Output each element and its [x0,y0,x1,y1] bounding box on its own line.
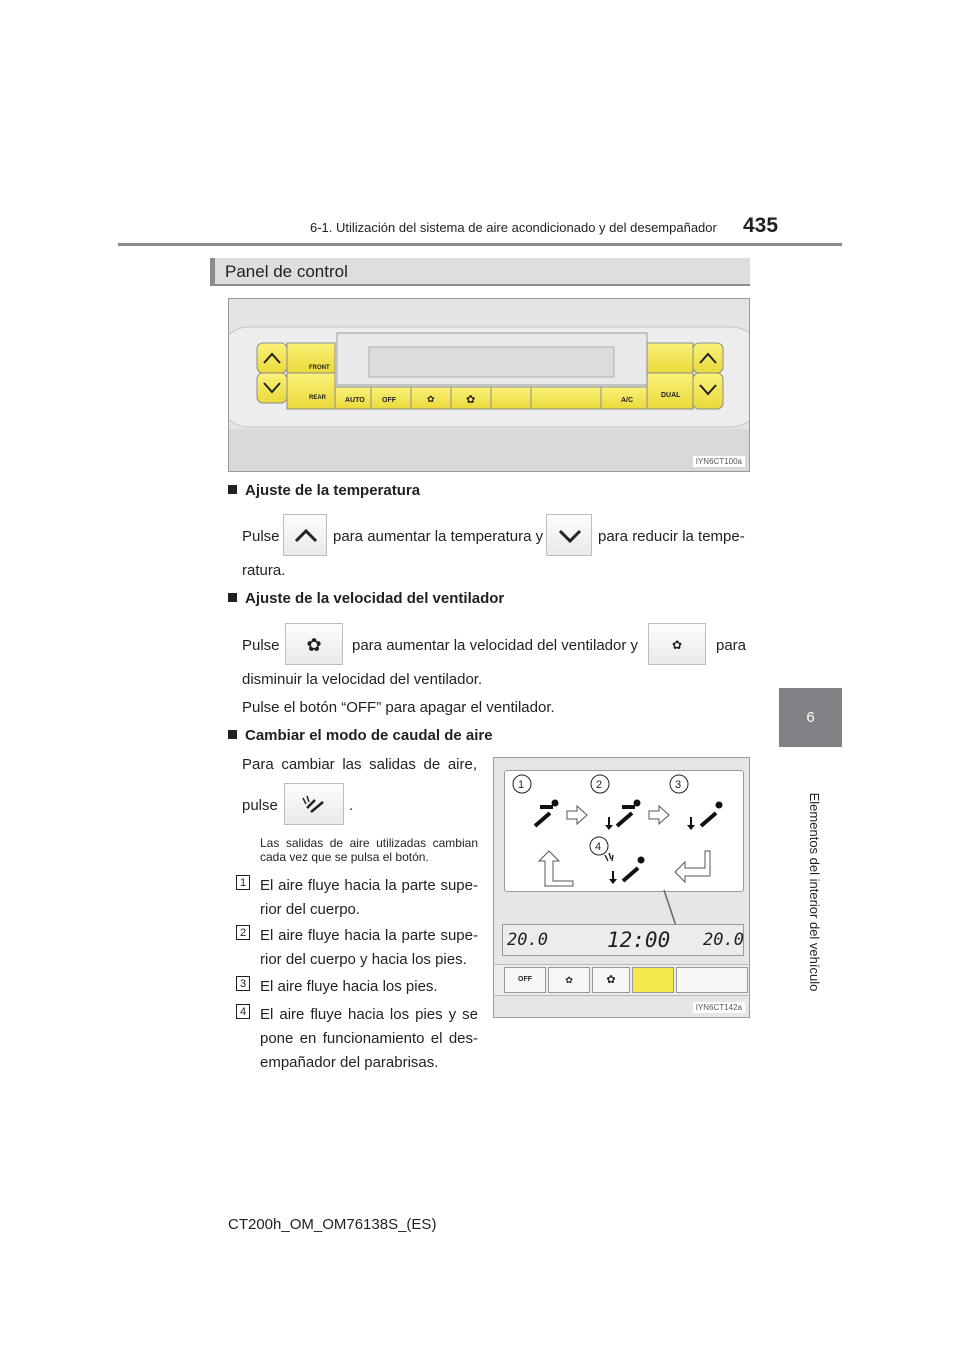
figure-code: IYN6CT100a [693,456,745,467]
mode-line1: Para cambiar las salidas de aire, [242,756,477,773]
mode-button-image [284,783,344,825]
mode-note: Las salidas de aire utilizadas cambian cada vez que se pulsa el botón. [260,836,478,864]
chapter-label: Elementos del interior del vehículo [807,792,822,992]
fan-mid: para aumentar la velocidad del ventilador y [352,637,639,654]
callout-1: 1 [518,779,525,791]
fan-down-button-image [648,623,706,665]
fan-pulse: Pulse [242,637,280,654]
document-id: CT200h_OM_OM76138S_(ES) [228,1216,437,1233]
off-button-image: OFF [504,967,546,993]
temp-end: para reducir la tempe- [598,528,745,545]
mode-item-1: El aire fluye hacia la parte supe-rior del cuerpo. [260,877,478,918]
display-temp-left: 20.0 [507,930,548,950]
fan-up-icon: ✿ [592,967,630,993]
airflow-modes-figure [493,757,750,1018]
mode-item-4: El aire fluye hacia los pies y se pone en funcionamiento el des-empañador del parabrisas. [260,1006,478,1071]
fan-small-icon: ✿ [671,638,683,652]
mode-item-3: El aire fluye hacia los pies. [260,978,438,995]
mode-button-highlight [632,967,674,993]
chevron-up-icon [284,515,328,557]
fan-large-icon: ✿ [306,635,322,655]
rear-label: REAR [309,395,327,401]
temp-cont: ratura. [242,562,286,579]
fan-down-icon: ✿ [548,967,590,993]
mode-period: . [349,797,354,814]
item-number-3: 3 [236,976,250,991]
fan-up-button-image [285,623,343,665]
control-panel-illustration [229,299,750,472]
page-number: 435 [743,214,779,237]
mode-pulse: pulse [242,797,278,814]
callout-3: 3 [675,779,682,791]
control-panel-figure [228,298,750,472]
temp-up-button-image [283,514,327,556]
recirc-button-image [676,967,748,993]
callout-2: 2 [596,779,603,791]
running-header: 6-1. Utilización del sistema de aire acondicionado y del desempañador [310,220,717,235]
fan-end: para [716,637,747,654]
button-strip [494,964,750,996]
display-clock: 12:00 [607,928,671,952]
temp-pulse: Pulse [242,528,280,545]
airflow-mode-icon [285,784,345,826]
section-header [210,258,750,286]
auto-label: AUTO [345,397,365,404]
item-number-4: 4 [236,1004,250,1019]
dual-label: DUAL [661,392,681,399]
temp-heading: Ajuste de la temperatura [228,482,420,499]
figure2-code: IYN6CT142a [693,1002,745,1013]
off-label: OFF [382,397,396,404]
svg-text:✿: ✿ [466,394,476,406]
fan-heading: Ajuste de la velocidad del ventilador [228,590,504,607]
mode-item-2: El aire fluye hacia la parte supe-rior del cuerpo y hacia los pies. [260,927,478,968]
item-number-2: 2 [236,925,250,940]
section-title: Panel de control [225,262,348,281]
header-rule [118,243,842,246]
temp-mid: para aumentar la temperatura y [333,528,544,545]
ac-label: A/C [621,397,634,404]
callout-4: 4 [595,841,602,853]
item-number-1: 1 [236,875,250,890]
svg-text:✿: ✿ [427,394,435,404]
display-temp-right: 20.0 [703,930,744,950]
fan-cont: disminuir la velocidad del ventilador. [242,671,483,688]
chevron-down-icon [547,515,593,557]
temp-down-button-image [546,514,592,556]
chapter-tab: 6 [779,688,842,747]
climate-display [502,924,744,956]
front-label: FRONT [309,365,330,371]
mode-heading: Cambiar el modo de caudal de aire [228,727,493,744]
fan-off-note: Pulse el botón “OFF” para apagar el ventilador. [242,699,555,716]
